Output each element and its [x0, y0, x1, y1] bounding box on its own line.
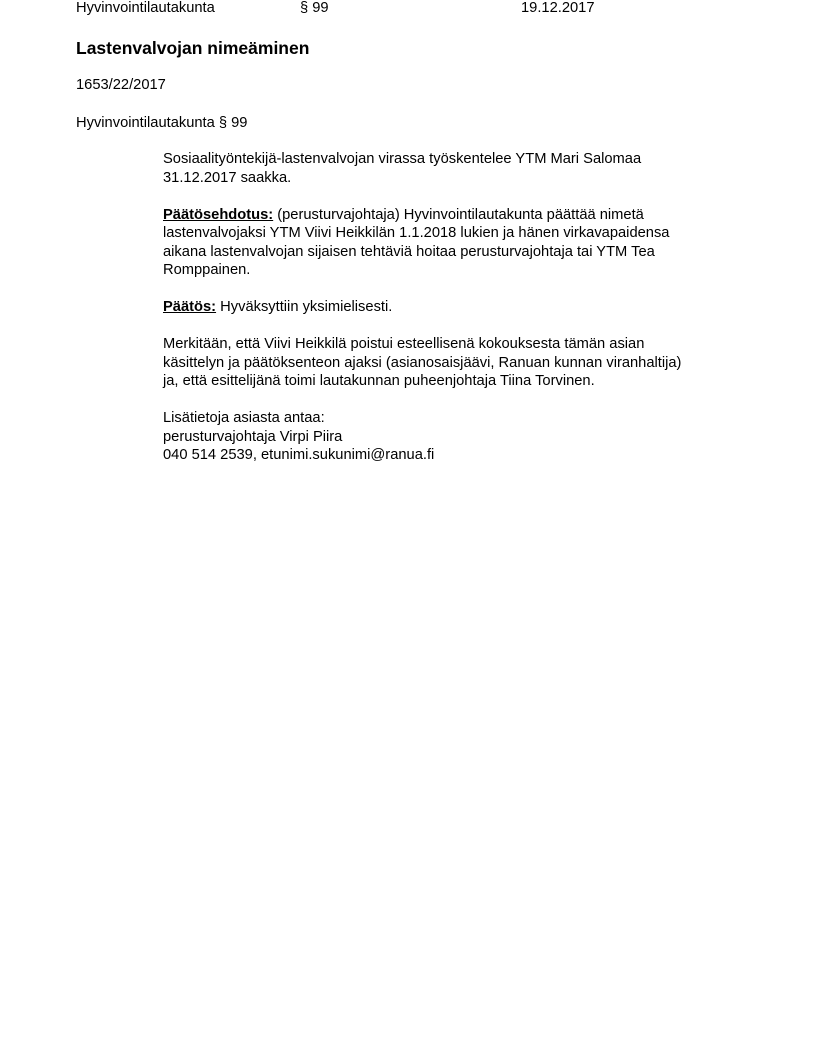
decision-paragraph	[163, 298, 763, 317]
note-paragraph	[163, 335, 763, 391]
document-body	[163, 150, 763, 483]
note-line: ja, että esittelijänä toimi lautakunnan puheenjohtaja Tiina Torvinen.	[163, 373, 595, 389]
document-title: Lastenvalvojan nimeäminen	[76, 38, 310, 58]
contact-person: perusturvajohtaja Virpi Piira	[163, 428, 343, 445]
proposal-line: aikana lastenvalvojan sijaisen tehtäviä hoitaa perusturvajohtaja tai YTM Tea	[163, 243, 655, 260]
proposal-line	[163, 206, 763, 225]
section-reference: Hyvinvointilautakunta § 99	[76, 115, 248, 131]
proposal-text: (perusturvajohtaja) Hyvinvointilautakunta päättää nimetä	[273, 206, 644, 223]
document-header	[0, 0, 816, 19]
contact-line: Lisätietoja asiasta antaa:	[163, 410, 325, 426]
proposal-line: Romppainen.	[163, 262, 251, 278]
case-number: 1653/22/2017	[76, 77, 166, 93]
note-line: Merkitään, että Viivi Heikkilä poistui esteellisenä kokouksesta tämän asian	[163, 336, 645, 352]
intro-paragraph	[163, 150, 763, 187]
intro-line: 31.12.2017 saakka.	[163, 169, 292, 186]
proposal-paragraph	[163, 206, 763, 280]
contact-phone-email: 040 514 2539, etunimi.sukunimi@ranua.fi	[163, 447, 435, 463]
decision-label: Päätös:	[163, 299, 217, 315]
header-committee-name: Hyvinvointilautakunta	[76, 0, 215, 16]
header-section-number: § 99	[300, 0, 329, 16]
contact-paragraph	[163, 409, 763, 465]
proposal-label: Päätösehdotus:	[163, 206, 274, 223]
intro-line: Sosiaalityöntekijä-lastenvalvojan virassa työskentelee YTM Mari Salomaa	[163, 151, 642, 167]
proposal-line: lastenvalvojaksi YTM Viivi Heikkilän 1.1.2018 lukien ja hänen virkavapaidensa	[163, 225, 670, 241]
note-line: käsittelyn ja päätöksenteon ajaksi (asianosaisjäävi, Ranuan kunnan viranhaltija)	[163, 354, 682, 371]
decision-text: Hyväksyttiin yksimielisesti.	[216, 299, 393, 315]
decision-line	[163, 298, 763, 317]
header-date: 19.12.2017	[521, 0, 595, 16]
